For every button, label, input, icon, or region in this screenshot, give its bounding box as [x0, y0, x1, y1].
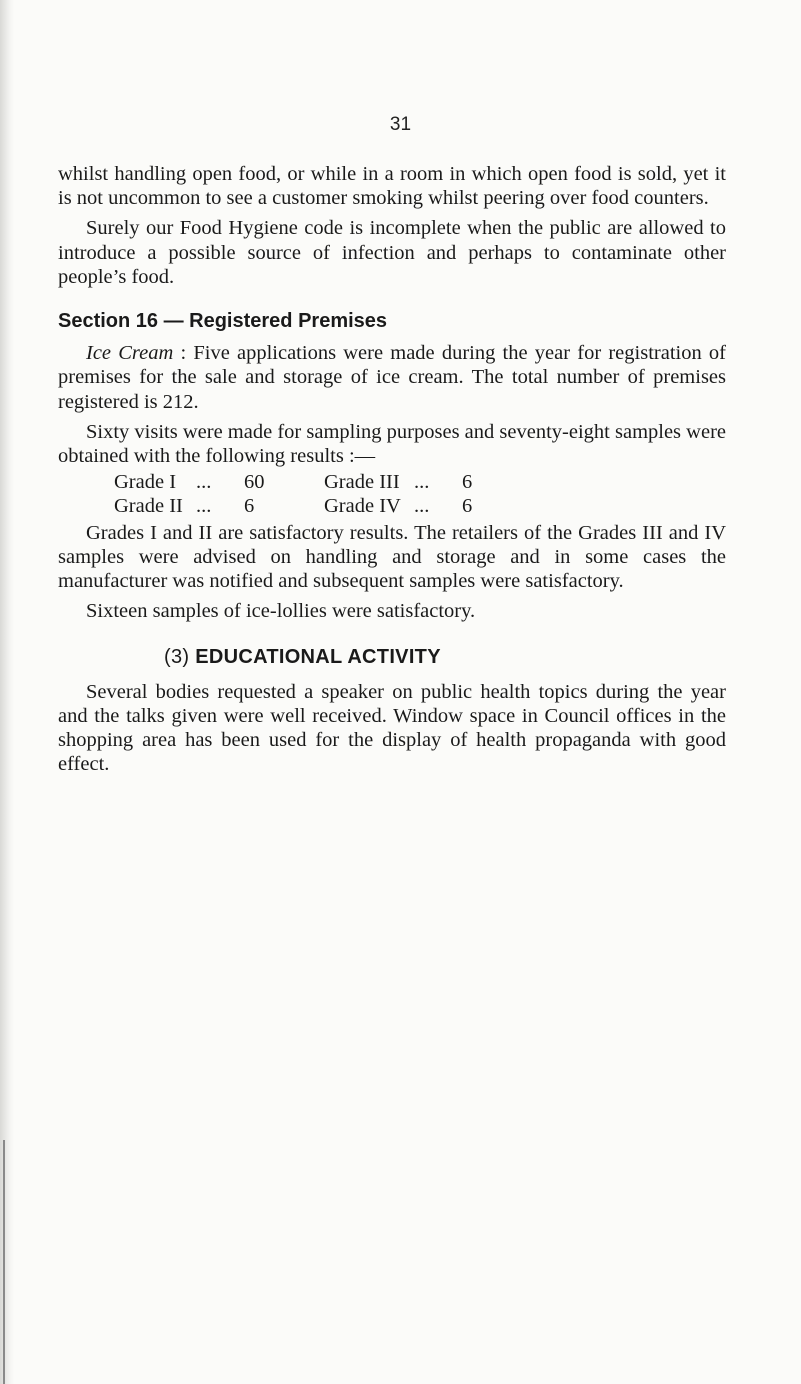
grade-leader-dots: ... — [414, 471, 430, 494]
paragraph-smoking: whilst handling open food, or while in a room in which open food is sold, yet it is not uncommon to see a customer smoking whilst peering over food counters. — [58, 163, 726, 210]
grade-value: 6 — [244, 495, 255, 518]
paragraph-educational: Several bodies requested a speaker on public health topics during the year and the talks given were well received. Window space in Council offices in the shopping area has been used for the display of health propaganda with good effect. — [58, 680, 726, 776]
ice-cream-label: Ice Cream — [86, 342, 174, 365]
grade-label: Grade II — [114, 495, 183, 518]
ice-cream-text: : Five applications were made during the year for registration of premises for the sale and storage of ice cream. The total number of premises registered is 212. — [58, 342, 726, 413]
paragraph-food-hygiene: Surely our Food Hygiene code is incomplete when the public are allowed to introduce a possible source of infection and perhaps to contaminate other people’s food. — [58, 217, 726, 288]
grade-value: 6 — [462, 471, 473, 494]
grade-results-table — [114, 470, 726, 518]
paragraph-grades: Grades I and II are satisfactory results. The retailers of the Grades III and IV samples were advised on handling and storage and in some cases the manufacturer was notified and subsequent samples were satisfactory. — [58, 521, 726, 593]
educational-activity-heading — [164, 645, 726, 669]
grade-row — [114, 494, 726, 518]
grade-leader-dots: ... — [414, 495, 430, 518]
section-title: EDUCATIONAL ACTIVITY — [195, 646, 441, 669]
grade-label: Grade IV — [324, 495, 401, 518]
paragraph-ice-cream — [58, 341, 726, 414]
paragraph-ice-lollies: Sixteen samples of ice-lollies were satisfactory. — [86, 600, 476, 623]
grade-leader-dots: ... — [196, 471, 212, 494]
paragraph-sampling: Sixty visits were made for sampling purposes and seventy-eight samples were obtained with the following results :— — [58, 420, 726, 468]
grade-label: Grade I — [114, 471, 177, 494]
section-number: (3) — [164, 646, 190, 669]
grade-label: Grade III — [324, 471, 400, 494]
grade-value: 6 — [462, 495, 473, 518]
grade-value: 60 — [244, 471, 265, 494]
page-content — [58, 162, 726, 776]
page-number: 31 — [389, 114, 412, 135]
grade-leader-dots: ... — [196, 495, 212, 518]
grade-row — [114, 470, 726, 494]
page-edge-line — [3, 1140, 5, 1384]
section-16-heading: Section 16 — Registered Premises — [58, 310, 388, 333]
